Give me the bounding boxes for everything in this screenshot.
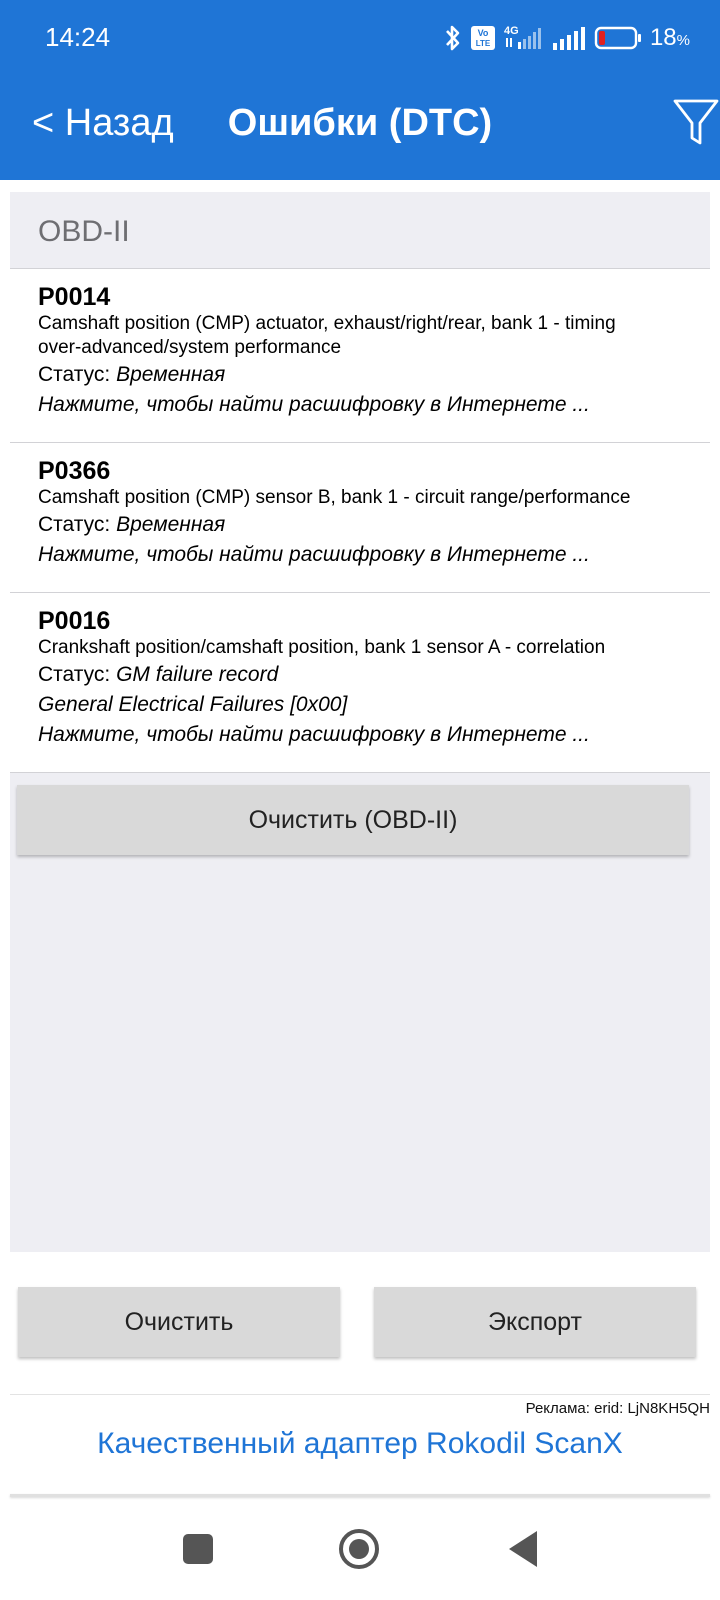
dtc-status-label: Статус: [38,363,117,386]
home-icon[interactable] [339,1529,379,1569]
status-icons [444,20,690,56]
ad-label: Реклама: erid: LjN8KH5QH [525,1400,710,1417]
back-icon[interactable] [509,1531,537,1567]
filter-icon[interactable] [672,98,720,148]
clear-obd-button[interactable]: Очистить (OBD-II) [17,785,689,855]
dtc-status-value: Временная [116,363,226,386]
dtc-code: P0016 [38,607,111,635]
battery-icon [594,25,642,51]
page-title: Ошибки (DTC) [227,102,493,144]
ad-link[interactable]: Качественный адаптер Rokodil ScanX [97,1427,623,1460]
dtc-description: Camshaft position (CMP) actuator, exhaust/right/rear, bank 1 - timing [38,313,616,334]
signal-icon [552,25,586,51]
app-bar [0,0,720,180]
dtc-lookup-link[interactable]: Нажмите, чтобы найти расшифровку в Интернете ... [38,543,590,566]
battery-percentage: 18% [649,24,690,51]
dtc-status [38,510,682,540]
dtc-status [38,660,682,690]
svg-text:4G: 4G [503,25,519,37]
dtc-lookup-link[interactable]: Нажмите, чтобы найти расшифровку в Интернете ... [38,723,590,746]
dtc-detail: General Electrical Failures [0x00] [38,693,348,716]
clear-button[interactable]: Очистить [18,1287,340,1357]
dtc-status [38,360,682,390]
svg-text:Vo: Vo [477,28,489,38]
dtc-status-label: Статус: [38,513,117,536]
dtc-list-item[interactable] [10,269,710,443]
divider [10,1394,710,1395]
dtc-description: Camshaft position (CMP) sensor B, bank 1 - circuit range/performance [38,487,631,508]
dtc-status-value: Временная [116,513,226,536]
export-button[interactable]: Экспорт [374,1287,696,1357]
dtc-code: P0014 [38,283,111,311]
dtc-list-item[interactable] [10,443,710,593]
divider [10,1494,710,1497]
volte-icon [470,25,496,51]
dtc-code: P0366 [38,457,111,485]
system-nav-bar [0,1500,720,1600]
dtc-description: over-advanced/system performance [38,337,342,358]
dtc-status-value: GM failure record [116,663,279,686]
bluetooth-icon [444,23,462,53]
svg-text:LTE: LTE [475,39,491,48]
recents-icon[interactable] [183,1534,213,1564]
dtc-lookup-link[interactable]: Нажмите, чтобы найти расшифровку в Интернете ... [38,393,590,416]
dtc-list-item[interactable] [10,593,710,773]
dtc-description: Crankshaft position/camshaft position, bank 1 sensor A - correlation [38,637,606,658]
back-button[interactable]: < Назад [32,102,174,144]
dtc-status-label: Статус: [38,663,117,686]
status-time: 14:24 [45,22,111,52]
dtc-content-panel [10,192,710,1252]
section-header: OBD-II [10,192,710,269]
4g-signal-icon [504,23,544,53]
